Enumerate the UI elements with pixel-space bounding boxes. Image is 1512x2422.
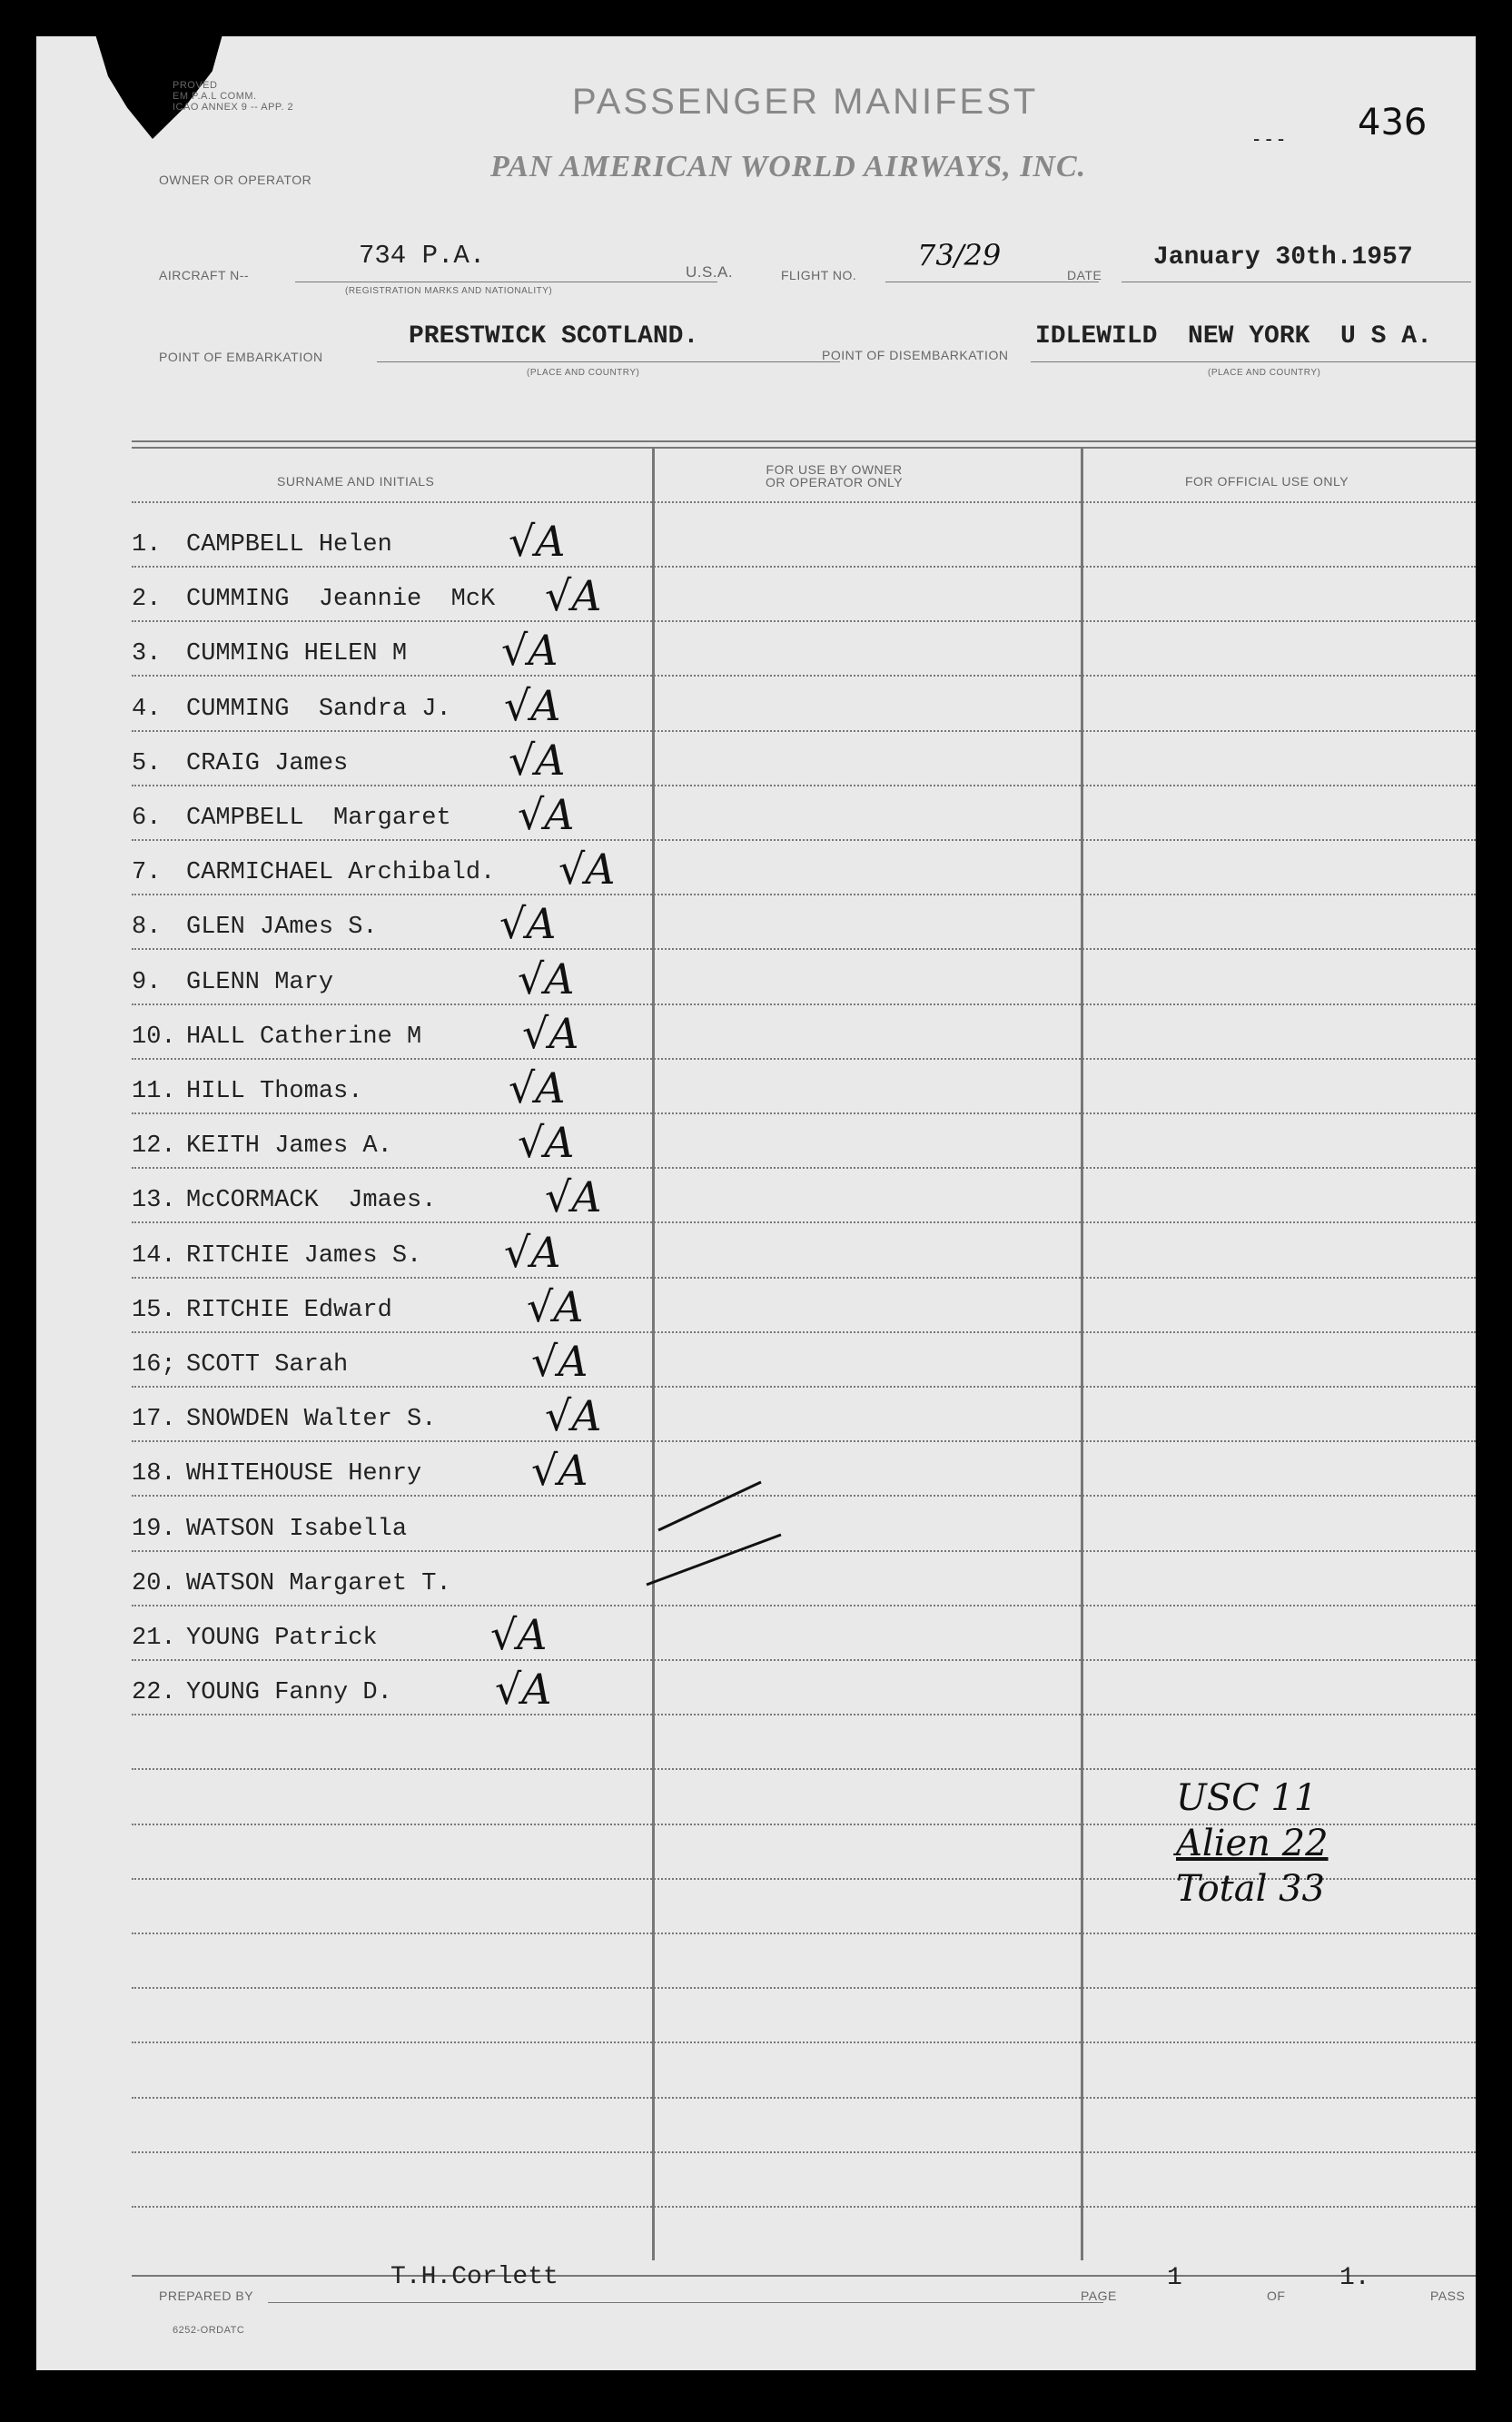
- disembarkation-value: IDLEWILD NEW YORK U S A.: [1035, 322, 1432, 351]
- row-line: [132, 1221, 1476, 1223]
- form-title: PASSENGER MANIFEST: [572, 82, 1039, 122]
- row-line: [132, 675, 1476, 677]
- pass-label: PASS: [1430, 2289, 1466, 2303]
- passenger-number: 5.: [132, 749, 162, 777]
- passenger-number: 22.: [132, 1679, 176, 1707]
- place-label-2: (PLACE AND COUNTRY): [1208, 368, 1321, 378]
- row-line: [132, 1058, 1476, 1060]
- blank-row-line: [132, 1933, 1476, 1934]
- cancel-stroke-2: [647, 1535, 781, 1585]
- passenger-number: 21.: [132, 1625, 176, 1652]
- passenger-number: 1.: [132, 531, 162, 559]
- check-mark: √A: [509, 1063, 566, 1112]
- passenger-name: KEITH James A.: [186, 1132, 392, 1161]
- passenger-number: 18.: [132, 1460, 176, 1488]
- cancel-strokes: [645, 1480, 826, 1589]
- check-mark: √A: [531, 1446, 588, 1496]
- row-line: [132, 1440, 1476, 1442]
- tally-alien: Alien 22: [1176, 1823, 1329, 1864]
- stamp-line-3: ICAO ANNEX 9 -- APP. 2: [173, 102, 294, 113]
- aircraft-value: 734 P.A.: [359, 241, 486, 271]
- flight-label: FLIGHT NO.: [781, 268, 857, 282]
- passenger-name: CUMMING Sandra J.: [186, 695, 451, 723]
- row-line: [132, 1112, 1476, 1114]
- passenger-name: CAMPBELL Margaret: [186, 805, 451, 832]
- embarkation-label: POINT OF EMBARKATION: [159, 350, 323, 364]
- page-label: PAGE: [1081, 2289, 1117, 2303]
- passenger-number: 12.: [132, 1132, 176, 1161]
- passenger-number: 15.: [132, 1296, 176, 1324]
- row-line: [132, 839, 1476, 841]
- blank-row-line: [132, 2151, 1476, 2153]
- passenger-number: 19.: [132, 1515, 176, 1543]
- check-mark: √A: [495, 1665, 552, 1715]
- row-line: [132, 948, 1476, 950]
- passenger-number: 7.: [132, 859, 162, 887]
- flight-value: 73/29: [917, 238, 1002, 272]
- passenger-number: 4.: [132, 695, 162, 723]
- passenger-number: 11.: [132, 1078, 176, 1105]
- row-line: [132, 785, 1476, 786]
- passenger-number: 14.: [132, 1241, 176, 1270]
- registration-label: (REGISTRATION MARKS AND NATIONALITY): [345, 286, 553, 296]
- handwritten-tally: [1176, 1775, 1329, 1912]
- passenger-name: WHITEHOUSE Henry: [186, 1460, 422, 1488]
- passenger-name: CARMICHAEL Archibald.: [186, 859, 496, 887]
- passenger-name: CUMMING HELEN M: [186, 640, 408, 668]
- passenger-name: SNOWDEN Walter S.: [186, 1406, 437, 1434]
- disembarkation-label: POINT OF DISEMBARKATION: [822, 348, 1009, 362]
- blank-row-line: [132, 2041, 1476, 2043]
- check-mark: √A: [545, 571, 602, 621]
- passenger-name: WATSON Margaret T.: [186, 1569, 451, 1597]
- airline-name: PAN AMERICAN WORLD AIRWAYS, INC.: [490, 150, 1087, 183]
- check-mark: √A: [509, 735, 566, 785]
- row-line: [132, 1277, 1476, 1279]
- check-mark: √A: [545, 1172, 602, 1222]
- blank-row-line: [132, 1987, 1476, 1989]
- owner-use-header: [766, 463, 903, 489]
- passenger-number: 10.: [132, 1023, 176, 1051]
- check-mark: √A: [501, 626, 558, 676]
- row-line: [132, 620, 1476, 622]
- passenger-number: 17.: [132, 1406, 176, 1434]
- check-mark: √A: [522, 1008, 579, 1058]
- check-mark: √A: [531, 1337, 588, 1386]
- passenger-name: YOUNG Fanny D.: [186, 1679, 392, 1707]
- owner-label: OWNER OR OPERATOR: [159, 173, 312, 187]
- passenger-name: GLENN Mary: [186, 968, 334, 996]
- passenger-name: HILL Thomas.: [186, 1078, 363, 1105]
- row-line: [132, 1003, 1476, 1005]
- passenger-number: 2.: [132, 586, 162, 614]
- passenger-name: GLEN JAmes S.: [186, 914, 378, 942]
- blank-row-line: [132, 1768, 1476, 1770]
- official-use-header: FOR OFFICIAL USE ONLY: [1185, 474, 1349, 489]
- date-label: DATE: [1067, 268, 1102, 282]
- prepared-by-label: PREPARED BY: [159, 2289, 254, 2303]
- check-mark: √A: [558, 845, 616, 895]
- passenger-name: SCOTT Sarah: [186, 1351, 349, 1379]
- row-line: [132, 1714, 1476, 1715]
- check-mark: √A: [527, 1281, 584, 1331]
- manifest-page: [36, 36, 1476, 2370]
- check-mark: √A: [504, 680, 561, 730]
- check-mark: √A: [490, 1610, 548, 1659]
- usa-label: U.S.A.: [686, 263, 734, 281]
- passenger-number: 3.: [132, 640, 162, 668]
- passenger-number: 8.: [132, 914, 162, 942]
- passenger-name: CUMMING Jeannie McK: [186, 586, 496, 614]
- owner-use-header-line2: OR OPERATOR ONLY: [766, 475, 904, 489]
- cancel-stroke-1: [658, 1482, 761, 1530]
- check-mark: √A: [518, 954, 575, 1003]
- check-mark: √A: [518, 1118, 575, 1168]
- passenger-number: 16;: [132, 1351, 176, 1379]
- aircraft-label: AIRCRAFT N--: [159, 268, 250, 282]
- of-value: 1.: [1339, 2264, 1370, 2292]
- page-value: 1: [1167, 2264, 1182, 2292]
- blank-row-line: [132, 2206, 1476, 2208]
- tally-total: Total 33: [1176, 1868, 1325, 1910]
- check-mark: √A: [504, 1227, 561, 1277]
- row-line: [132, 1386, 1476, 1388]
- row-line: [132, 894, 1476, 895]
- owner-use-header-line1: FOR USE BY OWNER: [766, 462, 903, 477]
- passenger-number: 13.: [132, 1187, 176, 1215]
- row-line: [132, 730, 1476, 732]
- row-line: [132, 566, 1476, 568]
- of-label: OF: [1267, 2289, 1286, 2303]
- passenger-name: CRAIG James: [186, 749, 349, 777]
- passenger-name: YOUNG Patrick: [186, 1625, 378, 1652]
- tally-usc: USC 11: [1176, 1777, 1318, 1819]
- passenger-name: CAMPBELL Helen: [186, 531, 392, 559]
- form-code: 6252-ORDATC: [173, 2325, 245, 2336]
- passenger-number: 20.: [132, 1569, 176, 1597]
- row-line: [132, 1605, 1476, 1606]
- page-number: 436: [1358, 102, 1428, 143]
- place-label-1: (PLACE AND COUNTRY): [527, 368, 640, 378]
- stamp-line-2: EM P.A.L COMM.: [173, 91, 257, 102]
- surname-header: SURNAME AND INITIALS: [277, 474, 435, 489]
- passenger-name: HALL Catherine M: [186, 1023, 422, 1051]
- passenger-number: 9.: [132, 968, 162, 996]
- embarkation-value: PRESTWICK SCOTLAND.: [409, 322, 699, 351]
- approval-stamp: [173, 80, 293, 113]
- passenger-name: RITCHIE James S.: [186, 1241, 422, 1270]
- row-line: [132, 1331, 1476, 1333]
- blank-row-line: [132, 2097, 1476, 2099]
- prepared-by-value: T.H.Corlett: [390, 2263, 558, 2291]
- date-value: January 30th.1957: [1153, 243, 1413, 272]
- passenger-name: McCORMACK Jmaes.: [186, 1187, 437, 1215]
- check-mark: √A: [545, 1391, 602, 1441]
- passenger-number: 6.: [132, 805, 162, 832]
- passenger-name: RITCHIE Edward: [186, 1296, 392, 1324]
- check-mark: √A: [499, 899, 557, 949]
- page-number-dash: - - -: [1253, 127, 1285, 150]
- row-line: [132, 1659, 1476, 1661]
- row-line: [132, 1167, 1476, 1169]
- check-mark: √A: [509, 517, 566, 566]
- passenger-name: WATSON Isabella: [186, 1515, 408, 1543]
- check-mark: √A: [518, 790, 575, 839]
- stamp-line-1: PROVED: [173, 80, 218, 91]
